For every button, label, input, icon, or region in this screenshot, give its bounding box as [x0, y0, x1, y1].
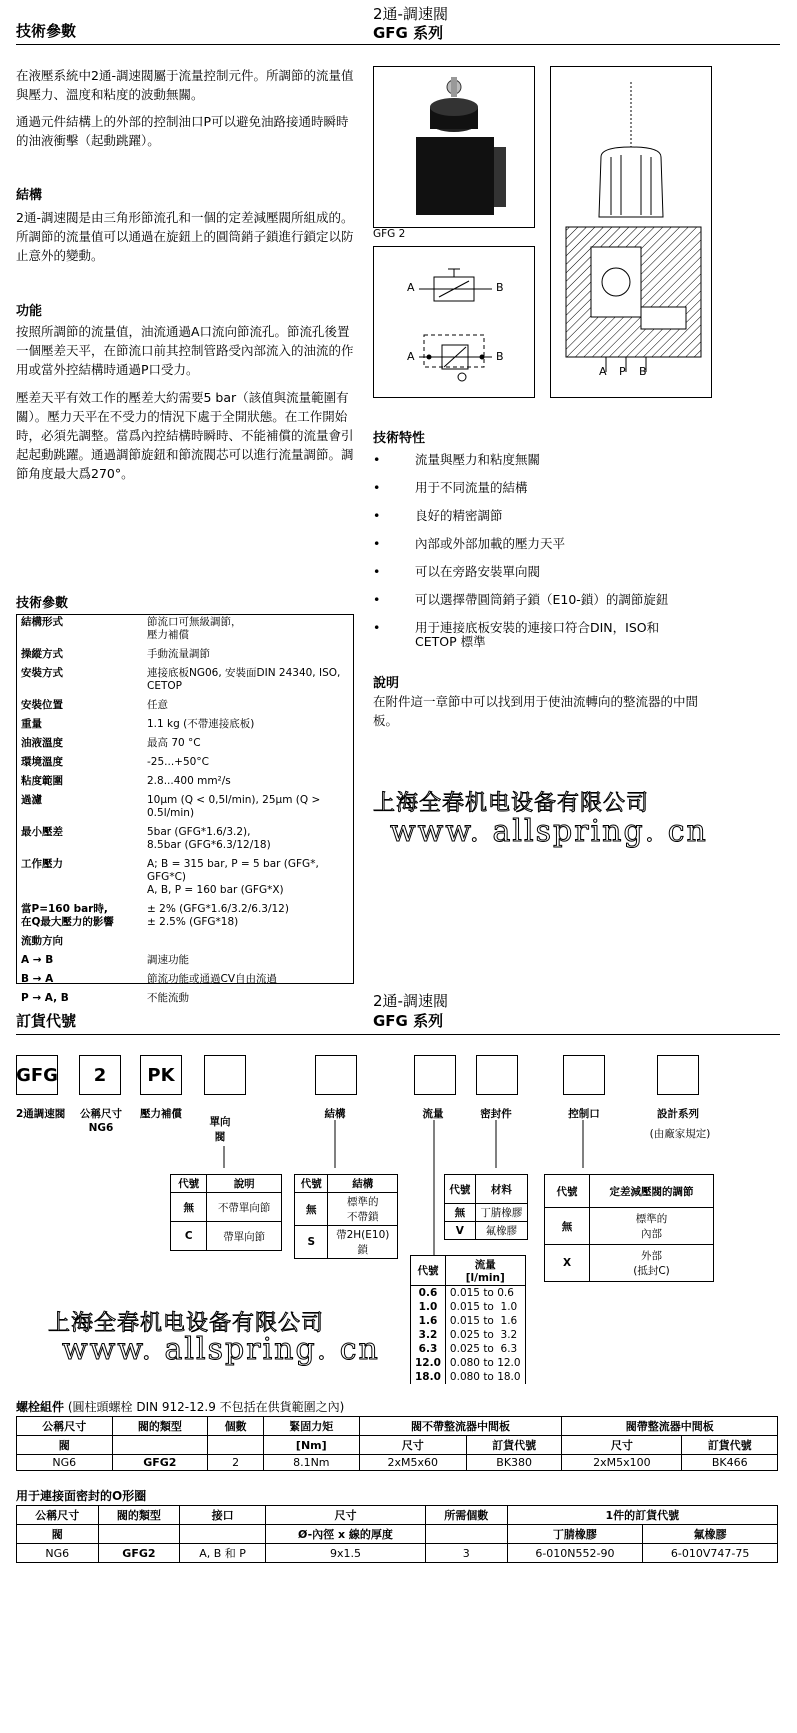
or-cell: NG6 — [17, 1544, 99, 1563]
or-h-code: 1件的訂貨代號 — [507, 1506, 777, 1525]
label-ng6: NG6 — [88, 1122, 114, 1134]
tech-param-value: A; B = 315 bar, P = 5 bar (GFG*, GFG*C) A, B, P = 160 bar (GFG*X) — [147, 858, 319, 896]
or-h2-fkm: 氟橡膠 — [643, 1525, 778, 1544]
flow-range: 0.025 to 3.2 — [445, 1328, 525, 1342]
bolts-h-without-rectifier: 閥不帶整流器中間板 — [359, 1417, 562, 1436]
check-h1: 代號 — [171, 1175, 207, 1193]
check-valve-table — [170, 1174, 282, 1251]
flow-code: 0.6 — [411, 1286, 446, 1301]
label-flow: 流量 — [422, 1108, 444, 1120]
tech-param-key: 粘度範圍 — [21, 775, 63, 787]
section-title-order: 訂貨代號 — [16, 1012, 77, 1030]
flow-row — [411, 1342, 526, 1356]
flow-code: 18.0 — [411, 1370, 446, 1384]
bolts-title-rest: (圓柱頭螺栓 DIN 912-12.9 不包括在供貨範圍之內) — [64, 1400, 345, 1414]
feature-item: • 可以選擇帶圓筒銷子鎖（E10-鎖）的調節旋鈕 — [373, 586, 733, 614]
bolts-h-torque: 緊固力矩 — [264, 1417, 360, 1436]
struct-r1-code: 無 — [295, 1193, 328, 1226]
flow-h2: 流量 [l/min] — [445, 1256, 525, 1286]
code-box-size: 2 — [79, 1055, 121, 1095]
flow-row — [411, 1328, 526, 1342]
check-r1-code: 無 — [171, 1193, 207, 1222]
control-table — [544, 1174, 714, 1282]
bolts-h2-dim-1: 尺寸 — [359, 1436, 466, 1455]
tech-param-value: ± 2% (GFG*1.6/3.2/6.3/12) ± 2.5% (GFG*18) — [147, 903, 289, 928]
tech-param-key: 當P=160 bar時, 在Q最大壓力的影響 — [21, 903, 114, 928]
bolts-cell: NG6 — [17, 1455, 113, 1471]
bolts-h2-code-2: 訂貨代號 — [682, 1436, 778, 1455]
feature-item: • 內部或外部加載的壓力天平 — [373, 530, 733, 558]
or-h2-empty-1 — [98, 1525, 180, 1544]
seal-r2-code: V — [445, 1222, 476, 1240]
function-paragraph-1: 按照所調節的流量值，油流通過A口流向節流孔。節流孔後置一個壓差天平，在節流口前其控制管路受內部流入的油流的作用或當外控結構時通過P口受力。 — [16, 324, 354, 377]
flow-row — [411, 1314, 526, 1328]
tech-param-key: P → A, B — [21, 992, 69, 1004]
tech-param-value: 連接底板NG06, 安裝面DIN 24340, ISO, CETOP — [147, 667, 341, 692]
bolts-h2-empty-1 — [112, 1436, 208, 1455]
watermark-url: www. allspring. cn — [390, 814, 708, 849]
label-pressure-comp: 壓力補償 — [140, 1108, 182, 1120]
intro-paragraph-1: 在液壓系統中2通-調速閥屬于流量控制元件。所調節的流量值與壓力、溫度和粘度的波動無關。 — [16, 68, 354, 102]
tech-param-key: 重量 — [21, 718, 42, 730]
flow-row — [411, 1356, 526, 1370]
photo-caption: GFG 2 — [373, 228, 406, 240]
seal-r1-desc: 丁腈橡膠 — [475, 1204, 527, 1222]
tech-param-key: 流動方向 — [21, 935, 63, 947]
seal-h1: 代號 — [445, 1175, 476, 1204]
flow-code: 1.6 — [411, 1314, 446, 1328]
tech-param-key: 油液溫度 — [21, 737, 63, 749]
feature-item: • 用于連接底板安裝的連接口符合DIN，ISO和 — [373, 614, 733, 642]
tech-param-value: 不能流動 — [147, 992, 189, 1004]
flow-range: 0.025 to 6.3 — [445, 1342, 525, 1356]
tech-param-value: 1.1 kg (不帶連接底板) — [147, 718, 255, 730]
bolts-h2-nm: [Nm] — [264, 1436, 360, 1455]
flow-table — [410, 1255, 526, 1384]
label-2way-valve: 2通調速閥 — [16, 1108, 66, 1120]
orings-title: 用于連接面密封的O形圈 — [16, 1489, 147, 1503]
bolts-h2-empty-2 — [208, 1436, 264, 1455]
note-text: 在附件這一章節中可以找到用于使油流轉向的整流器的中間板。 — [373, 694, 699, 728]
seal-r1-code: 無 — [445, 1204, 476, 1222]
bolts-cell: 2xM5x60 — [359, 1455, 466, 1471]
bolts-h-size: 公稱尺寸 — [17, 1417, 113, 1436]
or-h-qty: 所需個數 — [425, 1506, 507, 1525]
note-title: 說明 — [373, 676, 400, 691]
or-cell: 9x1.5 — [265, 1544, 425, 1563]
bolts-title-bold: 螺栓組件 — [16, 1400, 65, 1414]
section-title-tech-params: 技術參數 — [16, 22, 77, 40]
flow-range: 0.015 to 1.6 — [445, 1314, 525, 1328]
flow-row — [411, 1286, 526, 1301]
flow-code: 6.3 — [411, 1342, 446, 1356]
bolts-title — [16, 1398, 344, 1415]
feature-item: • 用于不同流量的結構 — [373, 474, 733, 502]
tech-param-value: 10μm (Q < 0,5l/min), 25μm (Q > 0.5l/min) — [147, 794, 321, 819]
flow-row — [411, 1300, 526, 1314]
flow-h1: 代號 — [411, 1256, 446, 1286]
flow-code: 3.2 — [411, 1328, 446, 1342]
struct-h2: 結構 — [328, 1175, 398, 1193]
section-port-a: A — [599, 365, 607, 378]
or-h-size: 公稱尺寸 — [17, 1506, 99, 1525]
check-h2: 說明 — [207, 1175, 282, 1193]
label-structure: 結構 — [324, 1108, 346, 1120]
control-r2-desc: 外部 (抵封C) — [590, 1245, 714, 1282]
label-nominal-size: 公稱尺寸 — [80, 1108, 122, 1120]
section-port-b: B — [639, 365, 647, 378]
struct-r2-code: S — [295, 1226, 328, 1259]
label-design-series: 設計系列 — [657, 1108, 699, 1120]
bolts-h-count: 個數 — [208, 1417, 264, 1436]
bolts-h-with-rectifier: 閥帶整流器中間板 — [562, 1417, 778, 1436]
tech-param-key: 工作壓力 — [21, 858, 63, 870]
label-check-valve: 單向 閥 — [209, 1116, 231, 1143]
tech-param-value: -25...+50°C — [147, 756, 209, 768]
series-title: GFG 系列 — [373, 24, 444, 42]
control-h2: 定差減壓閥的調節 — [590, 1175, 714, 1208]
bolts-h2-code-1: 訂貨代號 — [466, 1436, 562, 1455]
or-h2-empty-3 — [425, 1525, 507, 1544]
symbol-port-a-2: A — [407, 350, 415, 363]
or-h-port: 接口 — [180, 1506, 266, 1525]
or-h-dim: 尺寸 — [265, 1506, 425, 1525]
orings-table — [16, 1505, 778, 1563]
series-title-2: GFG 系列 — [373, 1012, 444, 1030]
tech-param-value: 2.8...400 mm²/s — [147, 775, 231, 787]
struct-r2-desc: 帶2H(E10) 鎖 — [328, 1226, 398, 1259]
feature-item: • 良好的精密調節 — [373, 502, 733, 530]
tech-param-value: 手動流量調節 — [147, 648, 210, 660]
or-h2-empty-2 — [180, 1525, 266, 1544]
structure-table — [294, 1174, 398, 1259]
control-h1: 代號 — [545, 1175, 590, 1208]
bolts-cell: 2xM5x100 — [562, 1455, 682, 1471]
code-box-gfg: GFG — [16, 1055, 58, 1095]
watermark-url-2: www. allspring. cn — [62, 1332, 380, 1367]
watermark-company-2: 上海全春机电设备有限公司 — [48, 1311, 325, 1336]
check-r2-code: C — [171, 1222, 207, 1251]
label-seal: 密封件 — [480, 1108, 512, 1120]
label-control-port: 控制口 — [568, 1108, 600, 1120]
seal-h2: 材料 — [475, 1175, 527, 1204]
bolts-table — [16, 1416, 778, 1471]
series-subtitle: 2通-調速閥 — [373, 5, 448, 23]
features-title: 技術特性 — [373, 431, 426, 446]
flow-row — [411, 1370, 526, 1384]
symbol-port-a: A — [407, 281, 415, 294]
symbol-port-b-2: B — [496, 350, 504, 363]
tech-param-key: 安裝方式 — [21, 667, 63, 679]
intro-paragraph-2: 通過元件結構上的外部的控制油口P可以避免油路接通時瞬時的油液衝擊（起動跳躍）。 — [16, 114, 349, 148]
flow-range: 0.015 to 0.6 — [445, 1286, 525, 1301]
control-r2-code: X — [545, 1245, 590, 1282]
feature-item: • 可以在旁路安裝單向閥 — [373, 558, 733, 586]
or-h2-valve: 閥 — [17, 1525, 99, 1544]
tech-param-key: 最小壓差 — [21, 826, 63, 838]
section-port-p: P — [619, 365, 626, 378]
check-r1-desc: 不帶單向節 — [207, 1193, 282, 1222]
bolts-cell: GFG2 — [112, 1455, 208, 1471]
tech-param-key: A → B — [21, 954, 54, 966]
watermark-company: 上海全春机电设备有限公司 — [373, 791, 650, 816]
flow-code: 1.0 — [411, 1300, 446, 1314]
function-title: 功能 — [16, 304, 43, 319]
control-r1-desc: 標準的 內部 — [590, 1208, 714, 1245]
tech-params-title: 技術參數 — [16, 596, 69, 611]
bolts-cell: 2 — [208, 1455, 264, 1471]
bolts-h2-valve: 閥 — [17, 1436, 113, 1455]
tech-param-value: 節流口可無級調節， 壓力補償 — [147, 616, 242, 641]
struct-r1-desc: 標準的 不帶鎖 — [328, 1193, 398, 1226]
tech-param-key: B → A — [21, 973, 54, 985]
bolts-cell: BK466 — [682, 1455, 778, 1471]
or-cell: A, B 和 P — [180, 1544, 266, 1563]
bolts-h2-dim-2: 尺寸 — [562, 1436, 682, 1455]
flow-range: 0.080 to 18.0 — [445, 1370, 525, 1384]
flow-range: 0.015 to 1.0 — [445, 1300, 525, 1314]
or-cell: 3 — [425, 1544, 507, 1563]
flow-code: 12.0 — [411, 1356, 446, 1370]
function-paragraph-2: 壓差天平有效工作的壓差大約需要5 bar（該值與流量範圍有關）。壓力天平在不受力的情況下處于全開狀態。在工作開始時，必須先調整。當爲內控結構時瞬時、不能補償的流量會引起起動跳躍。通過調節旋鈕和節流閥芯可以進行流量調節。調節角度最大爲270°。 — [16, 390, 354, 481]
tech-param-key: 過濾 — [21, 794, 42, 806]
struct-h1: 代號 — [295, 1175, 328, 1193]
tech-param-key: 環境溫度 — [21, 756, 63, 768]
code-box-pk: PK — [140, 1055, 182, 1095]
tech-param-value: 節流功能或通過CV自由流過 — [147, 973, 278, 985]
tech-param-key: 安裝位置 — [21, 699, 63, 711]
or-cell: GFG2 — [98, 1544, 180, 1563]
feature-item: • 流量與壓力和粘度無關 — [373, 446, 733, 474]
structure-title: 結構 — [16, 188, 43, 203]
bolts-h-type: 閥的類型 — [112, 1417, 208, 1436]
or-h2-nbr: 丁腈橡膠 — [507, 1525, 643, 1544]
check-r2-desc: 帶單向節 — [207, 1222, 282, 1251]
series-subtitle-2: 2通-調速閥 — [373, 992, 448, 1010]
flow-range: 0.080 to 12.0 — [445, 1356, 525, 1370]
bolts-cell: BK380 — [466, 1455, 562, 1471]
seal-table — [444, 1174, 528, 1240]
tech-param-key: 操縱方式 — [21, 648, 63, 660]
tech-param-value: 5bar (GFG*1.6/3.2), 8.5bar (GFG*6.3/12/18) — [147, 826, 271, 851]
seal-r2-desc: 氟橡膠 — [475, 1222, 527, 1240]
or-cell: 6-010V747-75 — [643, 1544, 778, 1563]
or-h2-dim: Ø-內徑 x 線的厚度 — [265, 1525, 425, 1544]
feature-item-continued: CETOP 標準 — [415, 634, 486, 649]
or-cell: 6-010N552-90 — [507, 1544, 643, 1563]
tech-param-value: 最高 70 °C — [147, 737, 201, 749]
tech-param-key: 結構形式 — [21, 616, 63, 628]
bolts-cell: 8.1Nm — [264, 1455, 360, 1471]
control-r1-code: 無 — [545, 1208, 590, 1245]
structure-text: 2通-調速閥是由三角形節流孔和一個的定差減壓閥所組成的。所調節的流量值可以通過在旋鈕上的圓筒銷子鎖進行鎖定以防止意外的變動。 — [16, 210, 354, 263]
tech-param-value: 任意 — [147, 699, 168, 711]
tech-param-value: 調速功能 — [147, 954, 189, 966]
label-factory-defined: (由廠家規定) — [649, 1128, 711, 1140]
or-h-type: 閥的類型 — [98, 1506, 180, 1525]
symbol-port-b: B — [496, 281, 504, 294]
